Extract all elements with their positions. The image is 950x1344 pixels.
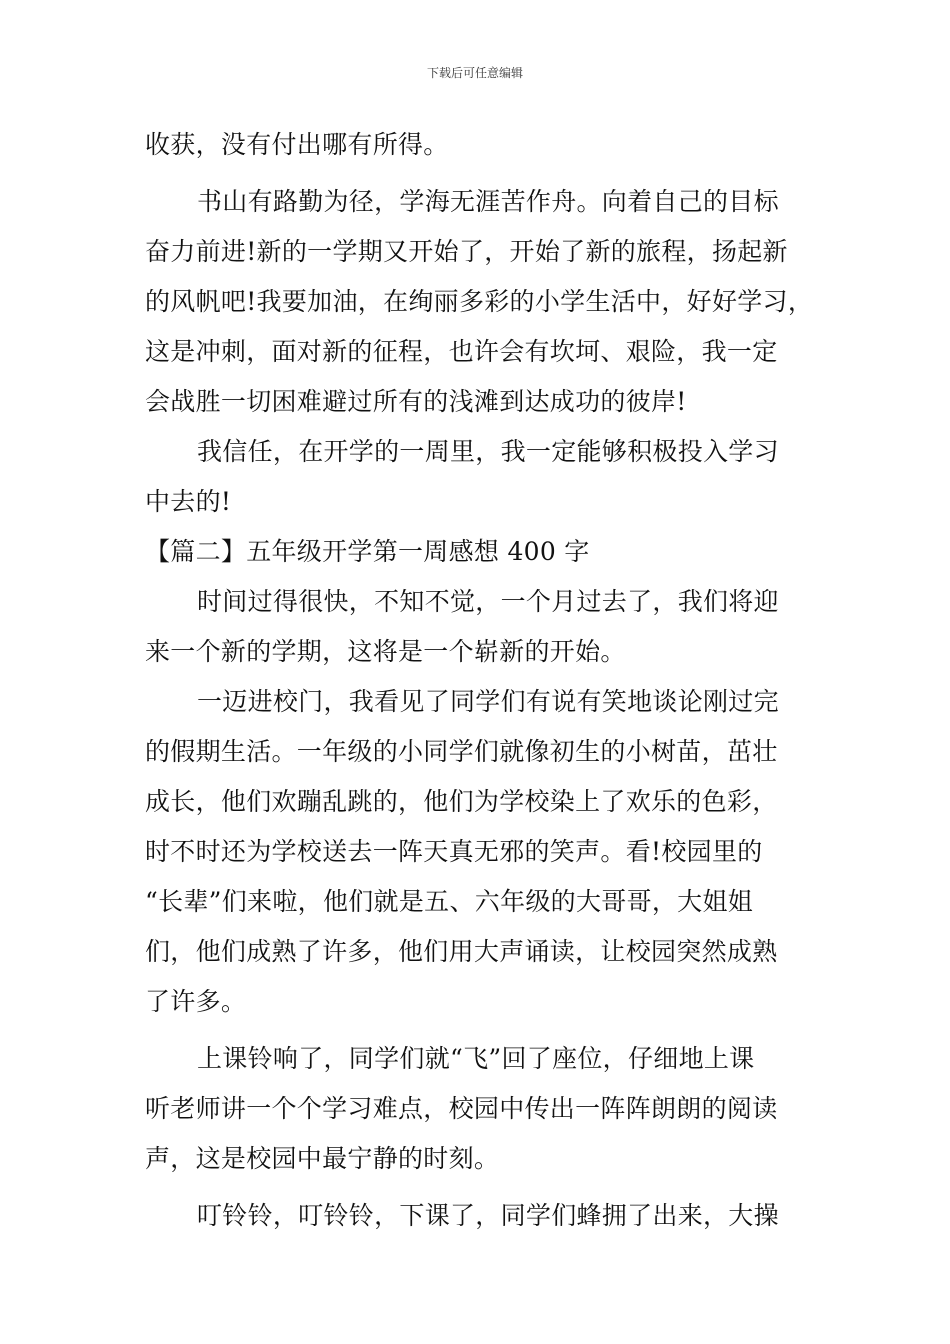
text-line: 叮铃铃，叮铃铃，下课了，同学们蜂拥了出来，大操 [197,1201,779,1230]
text-line: 的风帆吧!我要加油，在绚丽多彩的小学生活中，好好学习， [145,287,814,316]
text-line: 了许多。 [145,987,247,1016]
document-body [145,120,814,1241]
text-line: 声，这是校园中最宁静的时刻。 [145,1144,500,1173]
text-line: 我信任，在开学的一周里，我一定能够积极投入学习 [197,437,779,466]
text-line: 这是冲刺，面对新的征程，也许会有坎坷、艰险，我一定 [145,337,778,366]
text-line: 听老师讲一个个学习难点，校园中传出一阵阵朗朗的阅读 [145,1094,778,1123]
text-line: 中去的! [145,487,232,516]
text-line: 们，他们成熟了许多，他们用大声诵读，让校园突然成熟 [145,937,778,966]
page-header: 下载后可任意编辑 [426,66,523,80]
text-line: 一迈进校门，我看见了同学们有说有笑地谈论刚过完 [197,687,779,716]
text-line: 时间过得很快，不知不觉，一个月过去了，我们将迎 [197,587,779,616]
text-line: 收获，没有付出哪有所得。 [145,130,449,159]
text-line: 书山有路勤为径，学海无涯苦作舟。向着自己的目标 [197,187,779,216]
text-line: 会战胜一切困难避过所有的浅滩到达成功的彼岸! [145,387,687,416]
text-line: 奋力前进!新的一学期又开始了，开始了新的旅程，扬起新 [145,237,788,266]
text-line: 【篇二】五年级开学第一周感想 400 字 [145,537,590,566]
text-line: 的假期生活。一年级的小同学们就像初生的小树苗，茁壮 [145,737,778,766]
text-line: 上课铃响了，同学们就“飞”回了座位，仔细地上课 [197,1044,755,1073]
text-line: 成长，他们欢蹦乱跳的，他们为学校染上了欢乐的色彩， [145,787,778,816]
text-line: “长辈”们来啦，他们就是五、六年级的大哥哥，大姐姐 [145,887,754,916]
text-line: 来一个新的学期，这将是一个崭新的开始。 [145,637,626,666]
text-line: 时不时还为学校送去一阵天真无邪的笑声。看!校园里的 [145,837,763,866]
